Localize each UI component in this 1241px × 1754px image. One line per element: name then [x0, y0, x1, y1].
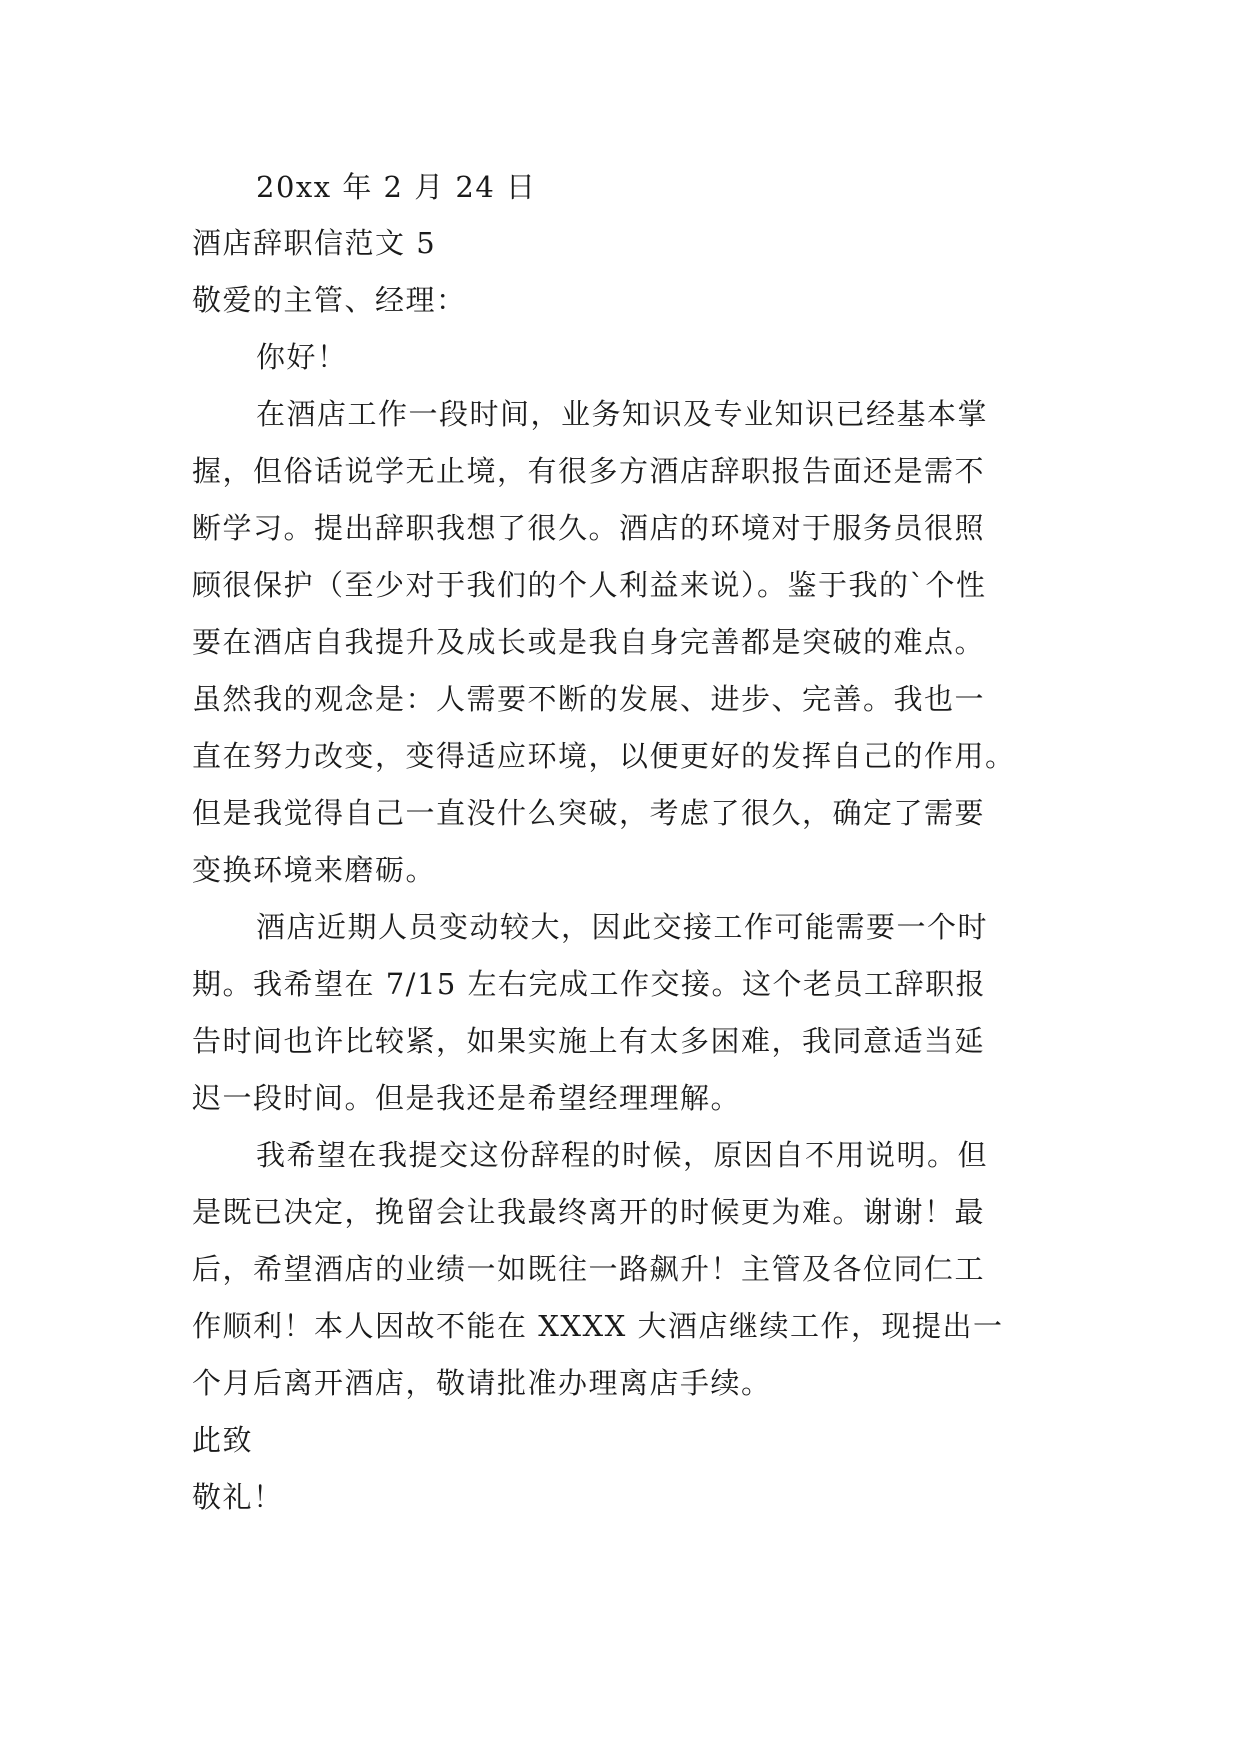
letter-regards: 敬礼！: [192, 1480, 284, 1514]
paragraph-3-line-5: 个月后离开酒店，敬请批准办理离店手续。: [192, 1366, 772, 1400]
paragraph-1-line-7: 直在努力改变，变得适应环境，以便更好的发挥自己的作用。: [192, 739, 1016, 773]
paragraph-3-line-2: 是既已决定，挽留会让我最终离开的时候更为难。谢谢！最: [192, 1195, 986, 1229]
paragraph-1-line-4: 顾很保护（至少对于我们的个人利益来说）。鉴于我的`个性: [192, 568, 987, 602]
paragraph-1-line-9: 变换环境来磨砺。: [192, 853, 437, 887]
letter-salutation: 敬爱的主管、经理：: [192, 283, 467, 317]
letter-title: 酒店辞职信范文 5: [192, 226, 437, 260]
paragraph-2-line-4: 迟一段时间。但是我还是希望经理理解。: [192, 1081, 742, 1115]
paragraph-1-line-5: 要在酒店自我提升及成长或是我自身完善都是突破的难点。: [192, 625, 986, 659]
paragraph-2-line-3: 告时间也许比较紧，如果实施上有太多困难，我同意适当延: [192, 1024, 986, 1058]
paragraph-1-line-8: 但是我觉得自己一直没什么突破，考虑了很久，确定了需要: [192, 796, 986, 830]
paragraph-3-line-4: 作顺利！本人因故不能在 XXXX 大酒店继续工作，现提出一: [192, 1309, 1004, 1343]
paragraph-3-line-3: 后，希望酒店的业绩一如既往一路飙升！主管及各位同仁工: [192, 1252, 986, 1286]
paragraph-1-line-6: 虽然我的观念是：人需要不断的发展、进步、完善。我也一: [192, 682, 986, 716]
letter-date: 20xx 年 2 月 24 日: [256, 170, 537, 204]
paragraph-1-line-2: 握，但俗话说学无止境，有很多方酒店辞职报告面还是需不: [192, 454, 986, 488]
paragraph-2-line-2: 期。我希望在 7/15 左右完成工作交接。这个老员工辞职报: [192, 967, 987, 1001]
paragraph-1-line-3: 断学习。提出辞职我想了很久。酒店的环境对于服务员很照: [192, 511, 986, 545]
letter-greeting: 你好！: [256, 340, 348, 374]
paragraph-2-line-1: 酒店近期人员变动较大，因此交接工作可能需要一个时: [256, 910, 989, 944]
letter-closing: 此致: [192, 1423, 254, 1457]
paragraph-3-line-1: 我希望在我提交这份辞程的时候，原因自不用说明。但: [256, 1138, 989, 1172]
paragraph-1-line-1: 在酒店工作一段时间，业务知识及专业知识已经基本掌: [256, 397, 989, 431]
